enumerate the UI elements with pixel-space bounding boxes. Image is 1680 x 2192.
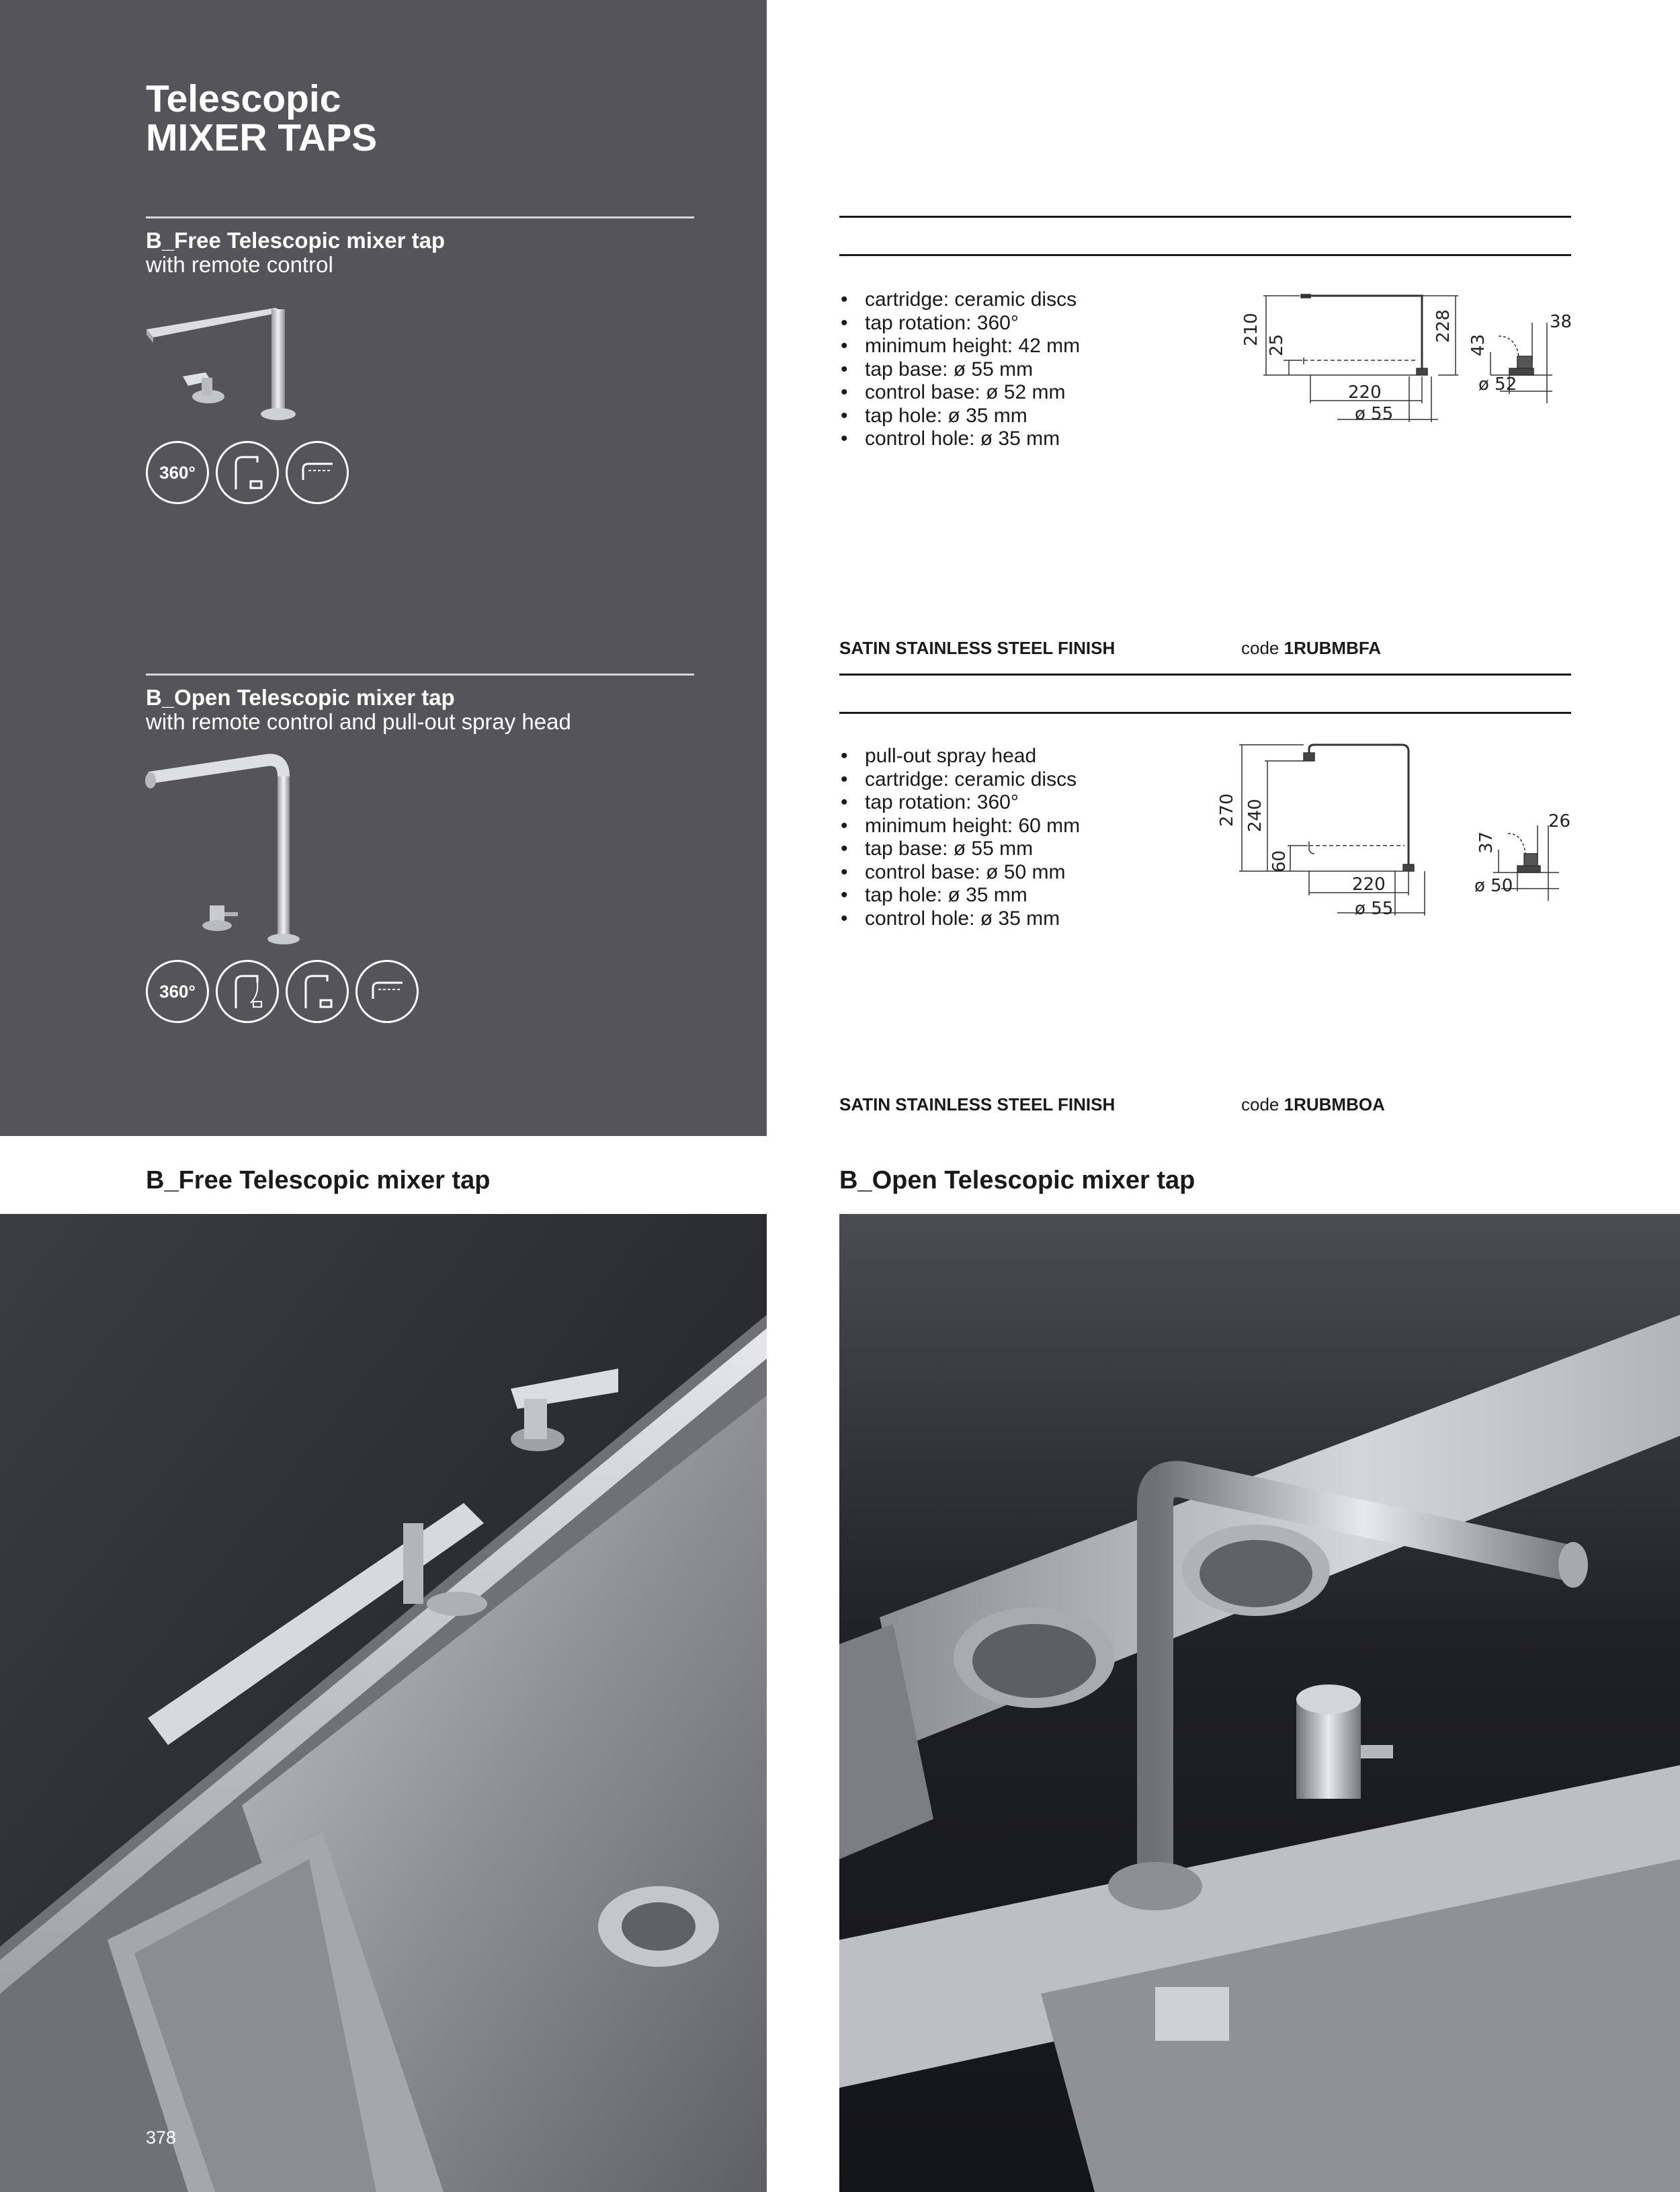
divider	[839, 254, 1571, 256]
b-open-lifestyle-photo	[839, 1214, 1680, 2192]
product-name: B_Free Telescopic mixer tap	[146, 228, 446, 253]
divider	[146, 674, 694, 676]
divider	[839, 712, 1571, 714]
feature-item: • control base: ø 50 mm	[839, 861, 1080, 885]
telescopic-spout-icon	[286, 441, 349, 504]
divider	[839, 216, 1571, 218]
page-number: 378	[146, 2127, 177, 2148]
dim-height-total: 210	[1241, 313, 1261, 346]
feature-item: • tap base: ø 55 mm	[839, 838, 1080, 861]
divider	[146, 216, 694, 218]
dim-tap-base: ø 55	[1355, 899, 1394, 919]
page-title	[146, 79, 377, 157]
feature-icons-row	[146, 441, 349, 504]
feature-item: • minimum height: 42 mm	[839, 335, 1080, 358]
feature-item: • cartridge: ceramic discs	[839, 768, 1080, 792]
feature-item: • control base: ø 52 mm	[839, 381, 1080, 405]
dim-height-right: 228	[1433, 309, 1454, 343]
feature-item: • tap base: ø 55 mm	[839, 358, 1080, 382]
b-free-lifestyle-photo	[0, 1214, 767, 2192]
dim-control-base: ø 52	[1478, 374, 1517, 395]
page-title-line2: MIXER TAPS	[146, 116, 378, 159]
dim-control-width: 38	[1550, 312, 1572, 332]
rotation-360-icon: 360°	[146, 441, 209, 504]
dim-control-base: ø 50	[1474, 876, 1513, 896]
pull-out-spray-icon	[216, 960, 279, 1023]
feature-list	[839, 745, 1080, 930]
feature-item: • tap rotation: 360°	[839, 791, 1080, 815]
dim-tap-base: ø 55	[1355, 404, 1394, 424]
feature-icons-row	[146, 960, 419, 1023]
product-code: code 1RUBMBFA	[1241, 638, 1382, 658]
dim-reach: 220	[1352, 875, 1386, 895]
dim-control-height: 43	[1468, 333, 1488, 356]
page-title-line1: Telescopic	[146, 77, 341, 120]
photo-heading-left: B_Free Telescopic mixer tap	[146, 1166, 491, 1194]
remote-control-tap-icon	[286, 960, 349, 1023]
feature-item: • control hole: ø 35 mm	[839, 428, 1080, 451]
remote-control-tap-icon	[216, 441, 279, 504]
product-subtitle: with remote control	[146, 252, 333, 277]
feature-item: • control hole: ø 35 mm	[839, 907, 1080, 931]
dim-reach: 220	[1348, 382, 1382, 403]
feature-item: • minimum height: 60 mm	[839, 815, 1080, 838]
divider	[839, 674, 1571, 676]
dim-height-mid: 240	[1245, 799, 1265, 832]
rotation-360-icon: 360°	[146, 960, 209, 1023]
product-name: B_Open Telescopic mixer tap	[146, 685, 455, 710]
dim-control-height: 37	[1476, 831, 1497, 854]
feature-item: • tap hole: ø 35 mm	[839, 405, 1080, 428]
feature-item: • cartridge: ceramic discs	[839, 288, 1080, 312]
feature-item: • tap hole: ø 35 mm	[839, 884, 1080, 907]
feature-list	[839, 288, 1080, 451]
dim-control-width: 26	[1548, 811, 1571, 831]
product-code: code 1RUBMBOA	[1241, 1094, 1385, 1114]
b-free-dimension-drawing	[1236, 282, 1586, 437]
dim-height-min: 25	[1267, 333, 1287, 356]
telescopic-spout-icon	[355, 960, 419, 1023]
finish-label: SATIN STAINLESS STEEL FINISH	[839, 1094, 1116, 1114]
feature-item: • pull-out spray head	[839, 745, 1080, 768]
b-free-tap-product-image	[141, 302, 302, 427]
dim-height-min: 60	[1269, 850, 1290, 872]
dim-height-total: 270	[1217, 793, 1237, 827]
b-open-dimension-drawing	[1210, 739, 1586, 928]
b-open-tap-product-image	[141, 749, 309, 951]
finish-label: SATIN STAINLESS STEEL FINISH	[839, 638, 1116, 658]
product-subtitle: with remote control and pull-out spray head	[146, 709, 571, 734]
feature-item: • tap rotation: 360°	[839, 312, 1080, 335]
photo-heading-right: B_Open Telescopic mixer tap	[839, 1166, 1195, 1194]
